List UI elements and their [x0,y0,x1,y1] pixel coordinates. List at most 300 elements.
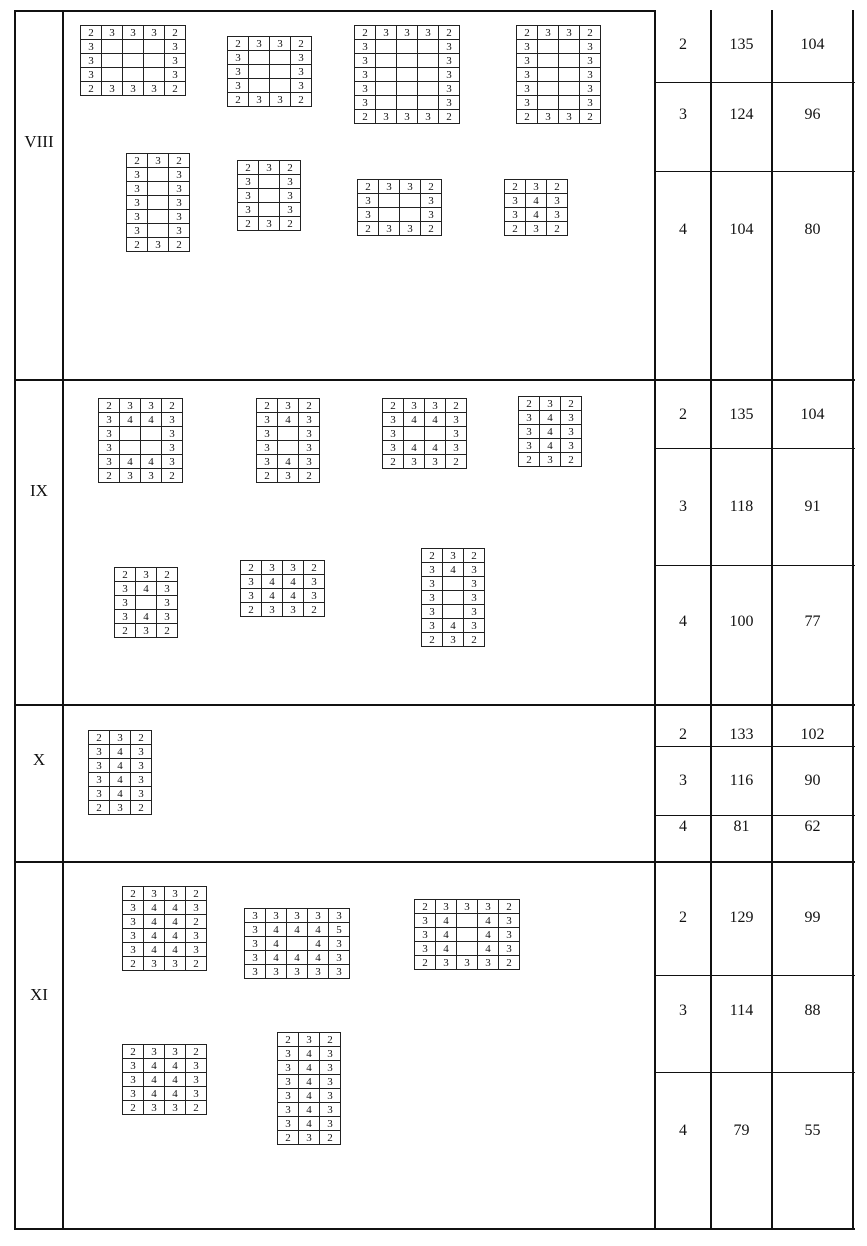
grid-cell: 3 [422,591,443,605]
grid-row [99,413,183,427]
grid-cell: 3 [397,26,418,40]
grid-cell: 3 [259,161,280,175]
grid-row [127,224,190,238]
grid-cell: 2 [320,1131,341,1145]
grid-row [355,110,460,124]
grid-cell: 3 [99,427,120,441]
grid-cell: 3 [278,1075,299,1089]
grid-row [383,455,467,469]
row-divider [655,171,855,172]
grid-row [517,82,601,96]
grid-row [517,68,601,82]
grid-cell: 3 [457,956,478,970]
grid-cell: 2 [505,180,526,194]
grid-cell: 3 [308,965,329,979]
grid-cell: 2 [355,110,376,124]
grid-cell: 3 [499,928,520,942]
grid-cell: 3 [404,399,425,413]
grid-cell: 3 [280,175,301,189]
value-b: 104 [800,406,825,423]
grid-cell: 2 [299,469,320,483]
value-k: 2 [679,726,687,743]
grid-row [228,79,312,93]
grid-row [123,1087,207,1101]
grid-row [422,605,485,619]
grid-row [383,413,467,427]
grid-row [257,413,320,427]
grid-cell: 3 [141,399,162,413]
grid-row [241,603,325,617]
grid-cell: 4 [266,937,287,951]
grid-cell [123,68,144,82]
grid-cell: 3 [228,79,249,93]
grid-cell: 4 [165,1087,186,1101]
grid-cell: 2 [162,399,183,413]
grid-cell: 4 [165,929,186,943]
grid-row [422,619,485,633]
grid-cell: 2 [464,633,485,647]
grid-cell: 3 [422,563,443,577]
grid-row [127,196,190,210]
grid-cell: 4 [262,575,283,589]
grid-cell: 2 [123,1101,144,1115]
grid-cell: 3 [439,54,460,68]
grid-row [505,208,568,222]
grid-cell: 3 [283,561,304,575]
grid-cell: 3 [519,411,540,425]
grid-cell: 3 [446,427,467,441]
grid-row [89,801,152,815]
grid-cell: 3 [165,957,186,971]
grid-row [123,1073,207,1087]
grid-cell: 4 [425,441,446,455]
grid-row [127,168,190,182]
grid-cell: 3 [89,787,110,801]
grid-cell: 2 [157,568,178,582]
grid-cell: 3 [464,563,485,577]
grid-cell [400,208,421,222]
grid-cell: 3 [320,1061,341,1075]
grid-cell: 4 [404,441,425,455]
grid-cell: 3 [404,455,425,469]
grid-cell: 2 [517,110,538,124]
grid-cell: 3 [538,26,559,40]
grid-cell: 2 [415,900,436,914]
grid-row [228,37,312,51]
grid-cell: 2 [320,1033,341,1047]
grid-cell: 3 [115,596,136,610]
grid-cell: 3 [422,577,443,591]
grid-row [517,96,601,110]
grid-cell: 3 [415,914,436,928]
grid-cell [376,54,397,68]
grid-cell: 2 [81,26,102,40]
grid-row [278,1131,341,1145]
grid-cell: 3 [141,469,162,483]
section-divider-1 [14,379,855,381]
grid-cell: 3 [355,96,376,110]
grid-cell: 4 [110,745,131,759]
arrangement-grid [354,25,460,124]
grid-cell: 3 [291,51,312,65]
arrangement-grid [80,25,186,96]
grid-cell: 3 [397,110,418,124]
row-divider [655,448,855,449]
grid-row [383,399,467,413]
grid-row [115,596,178,610]
grid-cell: 3 [186,1087,207,1101]
grid-cell: 3 [526,222,547,236]
grid-cell [538,96,559,110]
grid-cell: 3 [320,1117,341,1131]
grid-cell: 3 [186,901,207,915]
grid-cell: 3 [127,168,148,182]
grid-row [422,577,485,591]
grid-cell: 2 [280,217,301,231]
grid-cell: 4 [144,1073,165,1087]
grid-cell: 3 [127,224,148,238]
grid-cell: 3 [186,1073,207,1087]
grid-cell: 2 [169,154,190,168]
grid-cell: 2 [383,455,404,469]
grid-cell: 3 [123,1073,144,1087]
grid-row [278,1033,341,1047]
grid-cell [379,208,400,222]
grid-cell: 3 [299,413,320,427]
section-label-xi: XI [30,985,48,1004]
grid-cell: 3 [561,411,582,425]
grid-cell: 4 [425,413,446,427]
grid-row [519,425,582,439]
grid-cell: 3 [561,425,582,439]
grid-cell: 3 [499,942,520,956]
grid-cell [148,168,169,182]
grid-cell: 3 [120,399,141,413]
grid-cell: 2 [157,624,178,638]
section-divider-3 [14,861,855,863]
value-a: 124 [729,106,754,123]
grid-cell: 3 [299,455,320,469]
grid-cell: 3 [186,943,207,957]
grid-cell: 4 [299,1075,320,1089]
grid-cell: 2 [89,731,110,745]
grid-cell: 3 [280,189,301,203]
grid-cell: 3 [376,110,397,124]
grid-row [505,194,568,208]
grid-row [355,96,460,110]
grid-cell: 4 [110,787,131,801]
value-b: 91 [804,498,821,515]
grid-cell: 3 [439,82,460,96]
grid-cell: 2 [186,1101,207,1115]
section-divider-2 [14,704,855,706]
arrangement-grid [240,560,325,617]
grid-cell: 3 [540,397,561,411]
grid-cell: 2 [580,26,601,40]
grid-cell: 2 [228,37,249,51]
grid-cell: 2 [278,1131,299,1145]
arrangement-grid [88,730,152,815]
grid-cell: 3 [320,1103,341,1117]
grid-cell: 2 [355,26,376,40]
grid-row [115,568,178,582]
grid-row [127,182,190,196]
grid-cell: 3 [355,54,376,68]
grid-cell: 5 [329,923,350,937]
grid-cell: 3 [418,110,439,124]
row-divider [655,82,855,83]
grid-cell: 3 [148,238,169,252]
grid-cell: 2 [99,469,120,483]
grid-cell: 3 [131,773,152,787]
grid-cell [418,40,439,54]
grid-cell [457,942,478,956]
grid-cell: 2 [89,801,110,815]
grid-cell [259,203,280,217]
grid-cell: 4 [526,194,547,208]
value-k: 2 [679,406,687,423]
grid-cell: 3 [89,773,110,787]
grid-cell: 3 [439,40,460,54]
grid-cell: 3 [259,217,280,231]
grid-cell: 3 [329,937,350,951]
arrangement-grid [114,567,178,638]
grid-row [123,929,207,943]
grid-row [245,951,350,965]
grid-cell: 3 [517,68,538,82]
row-divider [655,975,855,976]
grid-cell: 4 [144,901,165,915]
grid-cell: 3 [540,453,561,467]
grid-row [115,610,178,624]
grid-cell: 2 [421,222,442,236]
grid-cell: 3 [278,1047,299,1061]
grid-cell [443,577,464,591]
grid-cell: 3 [291,65,312,79]
grid-row [99,441,183,455]
grid-cell: 3 [81,40,102,54]
grid-cell [270,65,291,79]
grid-cell: 3 [245,923,266,937]
grid-row [358,194,442,208]
value-k: 2 [679,36,687,53]
grid-cell: 2 [186,957,207,971]
grid-cell: 3 [245,937,266,951]
grid-cell: 3 [308,909,329,923]
grid-cell: 3 [278,399,299,413]
section-label-x: X [32,750,46,769]
value-a: 100 [729,613,754,630]
grid-cell: 4 [436,914,457,928]
grid-cell: 3 [110,801,131,815]
grid-cell: 3 [580,96,601,110]
grid-cell: 2 [162,469,183,483]
grid-cell: 3 [400,222,421,236]
grid-cell: 4 [299,1089,320,1103]
grid-cell: 3 [165,40,186,54]
grid-cell: 3 [425,455,446,469]
grid-cell [457,914,478,928]
grid-cell: 3 [547,194,568,208]
grid-cell: 3 [505,194,526,208]
grid-cell: 3 [499,914,520,928]
grid-cell [376,96,397,110]
grid-cell: 3 [547,208,568,222]
value-a: 118 [729,498,754,515]
grid-row [355,54,460,68]
grid-cell: 4 [266,923,287,937]
grid-cell: 3 [89,759,110,773]
grid-cell [148,210,169,224]
grid-cell: 2 [499,900,520,914]
grid-cell: 3 [165,1101,186,1115]
grid-cell: 3 [262,603,283,617]
grid-cell: 3 [358,208,379,222]
grid-cell [270,51,291,65]
grid-cell: 4 [308,923,329,937]
grid-row [238,189,301,203]
grid-row [358,208,442,222]
value-a: 114 [729,1002,754,1019]
grid-cell: 4 [540,425,561,439]
grid-cell: 3 [446,441,467,455]
grid-cell: 3 [443,549,464,563]
grid-row [228,93,312,107]
grid-cell: 2 [115,624,136,638]
grid-cell: 3 [245,965,266,979]
grid-cell: 2 [186,1045,207,1059]
grid-cell: 3 [517,54,538,68]
value-b: 90 [804,772,821,789]
grid-cell: 3 [422,605,443,619]
grid-cell: 2 [186,915,207,929]
grid-cell: 4 [287,951,308,965]
grid-cell: 3 [415,928,436,942]
grid-cell: 4 [283,575,304,589]
grid-cell: 3 [144,1045,165,1059]
grid-row [238,217,301,231]
grid-row [245,937,350,951]
grid-cell [559,40,580,54]
grid-row [123,887,207,901]
grid-cell: 3 [270,37,291,51]
grid-cell: 4 [120,455,141,469]
grid-cell: 3 [304,589,325,603]
grid-cell: 2 [519,397,540,411]
grid-cell: 3 [81,68,102,82]
frame-top-border [14,10,655,12]
grid-cell: 3 [228,65,249,79]
grid-cell: 3 [559,110,580,124]
grid-cell: 4 [478,942,499,956]
grid-cell: 4 [278,455,299,469]
grid-cell: 3 [123,929,144,943]
grid-cell: 2 [169,238,190,252]
grid-row [99,469,183,483]
grid-cell: 3 [329,951,350,965]
grid-cell: 3 [400,180,421,194]
grid-cell: 3 [299,1131,320,1145]
grid-row [517,26,601,40]
grid-cell [397,54,418,68]
grid-cell: 3 [320,1075,341,1089]
grid-cell [136,596,157,610]
grid-row [415,928,520,942]
grid-cell: 3 [99,413,120,427]
grid-cell: 3 [580,82,601,96]
grid-row [123,1045,207,1059]
value-k: 3 [679,772,687,789]
grid-cell: 4 [144,1059,165,1073]
section-label-viii: VIII [24,132,54,151]
grid-cell [249,65,270,79]
section-label-ix: IX [30,481,48,500]
grid-cell: 4 [478,928,499,942]
frame-bottom-border [14,1228,855,1230]
grid-cell: 3 [157,610,178,624]
grid-row [238,161,301,175]
value-b: 55 [804,1122,821,1139]
grid-cell: 3 [278,1117,299,1131]
arrangement-grid [126,153,190,252]
grid-row [278,1117,341,1131]
grid-cell: 3 [186,929,207,943]
grid-cell: 3 [262,561,283,575]
value-b: 104 [800,36,825,53]
grid-cell: 3 [169,224,190,238]
grid-cell: 2 [241,603,262,617]
grid-cell [457,928,478,942]
grid-cell: 4 [478,914,499,928]
grid-cell: 3 [283,603,304,617]
grid-cell: 3 [425,399,446,413]
grid-cell: 2 [165,82,186,96]
grid-row [99,427,183,441]
grid-row [383,441,467,455]
grid-cell [443,591,464,605]
grid-cell: 3 [266,909,287,923]
grid-cell [144,54,165,68]
grid-cell: 2 [131,731,152,745]
grid-cell [148,196,169,210]
grid-cell: 2 [580,110,601,124]
grid-cell: 3 [355,68,376,82]
grid-cell: 3 [257,441,278,455]
grid-cell: 3 [157,596,178,610]
grid-cell: 4 [308,937,329,951]
grid-cell: 4 [436,942,457,956]
grid-row [81,82,186,96]
grid-cell: 2 [257,469,278,483]
grid-cell: 2 [547,222,568,236]
grid-cell: 3 [131,759,152,773]
grid-cell: 3 [144,887,165,901]
grid-cell: 4 [299,1117,320,1131]
grid-cell: 3 [127,182,148,196]
grid-row [422,549,485,563]
frame-label-column-border [62,10,64,1230]
grid-cell: 2 [439,26,460,40]
grid-cell: 3 [418,26,439,40]
grid-cell: 4 [110,773,131,787]
grid-cell: 2 [241,561,262,575]
grid-row [115,624,178,638]
grid-cell: 2 [165,26,186,40]
grid-cell: 3 [81,54,102,68]
grid-cell: 2 [115,568,136,582]
grid-cell: 4 [165,943,186,957]
grid-cell [397,96,418,110]
